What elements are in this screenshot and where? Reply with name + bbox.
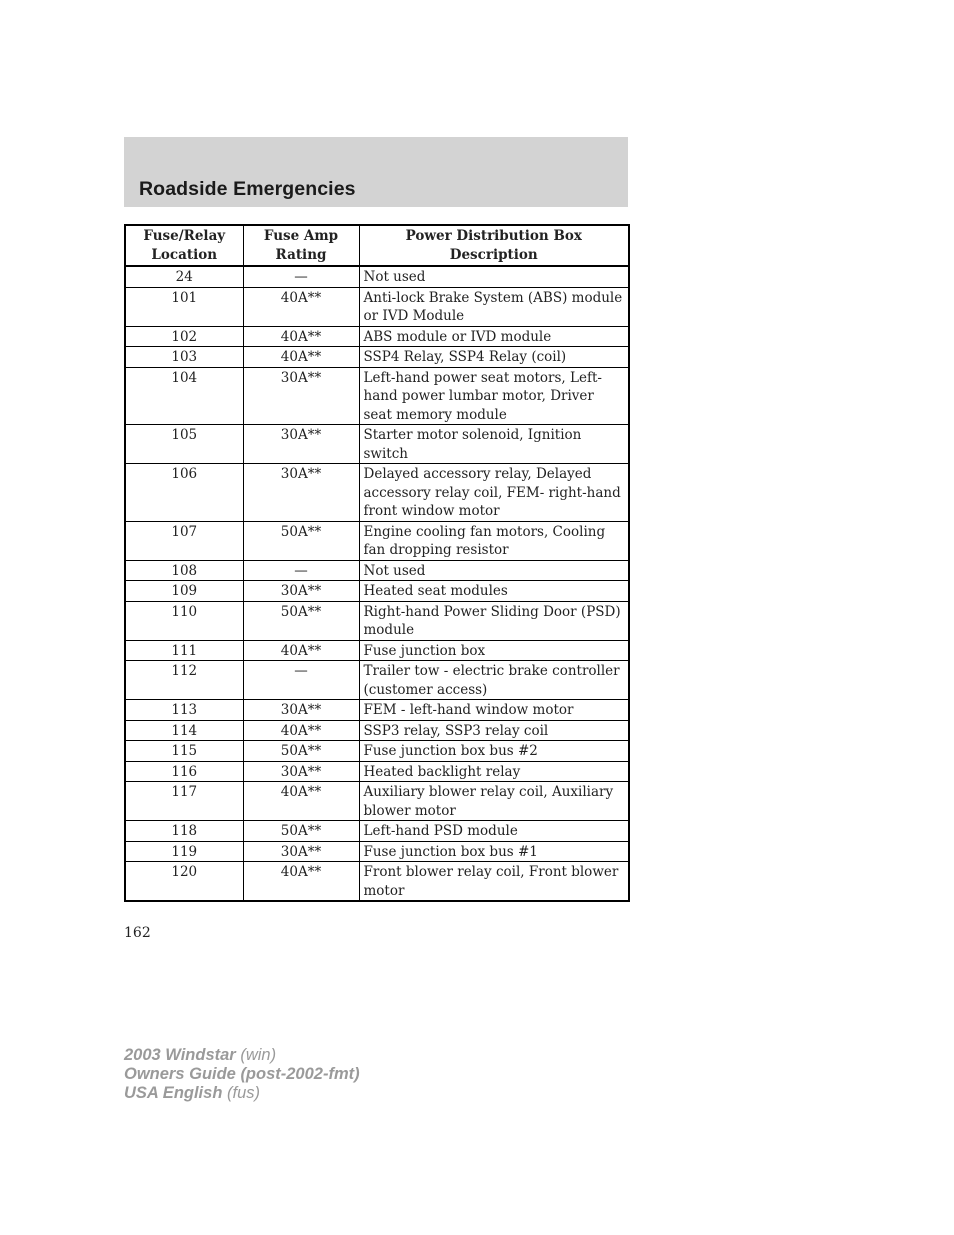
header-text: Power Distribution Box <box>405 228 582 244</box>
fuse-amp-cell: 50A** <box>243 821 359 842</box>
table-row <box>125 367 629 425</box>
fuse-description-cell: Starter motor solenoid, Ignition switch <box>359 425 629 464</box>
header-text: Location <box>151 246 218 263</box>
fuse-description-cell: Not used <box>359 266 629 287</box>
fuse-amp-cell: 50A** <box>243 521 359 560</box>
fuse-table-body <box>125 266 629 901</box>
fuse-amp-cell: 50A** <box>243 741 359 762</box>
table-row <box>125 560 629 581</box>
fuse-location-cell: 108 <box>125 560 243 581</box>
header-text: Fuse/Relay <box>143 228 226 244</box>
fuse-amp-cell: 40A** <box>243 640 359 661</box>
table-row <box>125 326 629 347</box>
fuse-description-cell: ABS module or IVD module <box>359 326 629 347</box>
fuse-amp-cell: — <box>243 266 359 287</box>
table-row <box>125 821 629 842</box>
fuse-description-cell: Front blower relay coil, Front blower motor <box>359 862 629 902</box>
table-row <box>125 720 629 741</box>
fuse-amp-cell: 30A** <box>243 700 359 721</box>
fuse-location-cell: 24 <box>125 266 243 287</box>
fuse-description-cell: Fuse junction box <box>359 640 629 661</box>
footer-language-code: (fus) <box>227 1084 260 1102</box>
header-text: Rating <box>275 246 327 263</box>
table-row <box>125 425 629 464</box>
fuse-description-cell: Left-hand power seat motors, Left-hand power lumbar motor, Driver seat memory module <box>359 367 629 425</box>
table-row <box>125 521 629 560</box>
fuse-amp-cell: 30A** <box>243 367 359 425</box>
fuse-description-cell: SSP4 Relay, SSP4 Relay (coil) <box>359 347 629 368</box>
table-row <box>125 347 629 368</box>
fuse-location-cell: 106 <box>125 464 243 522</box>
fuse-description-cell: Engine cooling fan motors, Cooling fan dropping resistor <box>359 521 629 560</box>
fuse-location-cell: 116 <box>125 761 243 782</box>
footer-line-2 <box>124 1065 360 1084</box>
fuse-table-header <box>125 225 629 266</box>
fuse-location-cell: 114 <box>125 720 243 741</box>
table-row <box>125 661 629 700</box>
header-row <box>125 225 629 266</box>
fuse-amp-cell: 40A** <box>243 287 359 326</box>
column-header-location <box>125 225 243 266</box>
fuse-description-cell: Not used <box>359 560 629 581</box>
fuse-amp-cell: — <box>243 661 359 700</box>
table-row <box>125 601 629 640</box>
fuse-description-cell: Fuse junction box bus #2 <box>359 741 629 762</box>
fuse-location-cell: 117 <box>125 782 243 821</box>
fuse-amp-cell: 40A** <box>243 326 359 347</box>
fuse-description-cell: Anti-lock Brake System (ABS) module or IVD Module <box>359 287 629 326</box>
fuse-amp-cell: 30A** <box>243 581 359 602</box>
fuse-location-cell: 109 <box>125 581 243 602</box>
fuse-table <box>124 224 630 902</box>
fuse-amp-cell: 40A** <box>243 347 359 368</box>
fuse-location-cell: 101 <box>125 287 243 326</box>
document-footer <box>124 1046 360 1103</box>
column-header-description <box>359 225 629 266</box>
footer-guide: Owners Guide (post-2002-fmt) <box>124 1065 360 1083</box>
fuse-amp-cell: 40A** <box>243 782 359 821</box>
footer-model: 2003 Windstar <box>124 1046 236 1064</box>
table-row <box>125 581 629 602</box>
fuse-location-cell: 104 <box>125 367 243 425</box>
page-number: 162 <box>124 925 151 941</box>
fuse-description-cell: Right-hand Power Sliding Door (PSD) module <box>359 601 629 640</box>
fuse-location-cell: 110 <box>125 601 243 640</box>
fuse-location-cell: 103 <box>125 347 243 368</box>
table-row <box>125 287 629 326</box>
footer-model-code: (win) <box>240 1046 277 1064</box>
section-title: Roadside Emergencies <box>139 178 356 200</box>
table-row <box>125 782 629 821</box>
fuse-location-cell: 107 <box>125 521 243 560</box>
fuse-description-cell: Trailer tow - electric brake controller (customer access) <box>359 661 629 700</box>
table-row <box>125 862 629 902</box>
fuse-description-cell: Heated seat modules <box>359 581 629 602</box>
footer-line-3 <box>124 1084 360 1103</box>
fuse-location-cell: 118 <box>125 821 243 842</box>
table-row <box>125 464 629 522</box>
fuse-amp-cell: 40A** <box>243 720 359 741</box>
fuse-amp-cell: 30A** <box>243 425 359 464</box>
table-row <box>125 700 629 721</box>
fuse-description-cell: SSP3 relay, SSP3 relay coil <box>359 720 629 741</box>
table-row <box>125 640 629 661</box>
fuse-description-cell: Heated backlight relay <box>359 761 629 782</box>
fuse-description-cell: Auxiliary blower relay coil, Auxiliary blower motor <box>359 782 629 821</box>
header-text: Fuse Amp <box>263 228 339 244</box>
fuse-location-cell: 102 <box>125 326 243 347</box>
fuse-location-cell: 119 <box>125 841 243 862</box>
table-row <box>125 741 629 762</box>
footer-language: USA English <box>124 1084 223 1102</box>
fuse-amp-cell: 30A** <box>243 761 359 782</box>
fuse-amp-cell: 50A** <box>243 601 359 640</box>
fuse-description-cell: Left-hand PSD module <box>359 821 629 842</box>
fuse-location-cell: 120 <box>125 862 243 902</box>
fuse-description-cell: Delayed accessory relay, Delayed accessory relay coil, FEM- right-hand front window motor <box>359 464 629 522</box>
fuse-amp-cell: 30A** <box>243 841 359 862</box>
table-row <box>125 266 629 287</box>
fuse-description-cell: Fuse junction box bus #1 <box>359 841 629 862</box>
fuse-location-cell: 113 <box>125 700 243 721</box>
fuse-location-cell: 105 <box>125 425 243 464</box>
fuse-amp-cell: — <box>243 560 359 581</box>
fuse-amp-cell: 40A** <box>243 862 359 902</box>
header-text: Description <box>449 246 538 263</box>
fuse-location-cell: 112 <box>125 661 243 700</box>
section-header-band <box>124 137 628 207</box>
column-header-amp-rating <box>243 225 359 266</box>
table-row <box>125 761 629 782</box>
table-row <box>125 841 629 862</box>
fuse-amp-cell: 30A** <box>243 464 359 522</box>
footer-line-1 <box>124 1046 360 1065</box>
fuse-location-cell: 115 <box>125 741 243 762</box>
fuse-description-cell: FEM - left-hand window motor <box>359 700 629 721</box>
fuse-location-cell: 111 <box>125 640 243 661</box>
